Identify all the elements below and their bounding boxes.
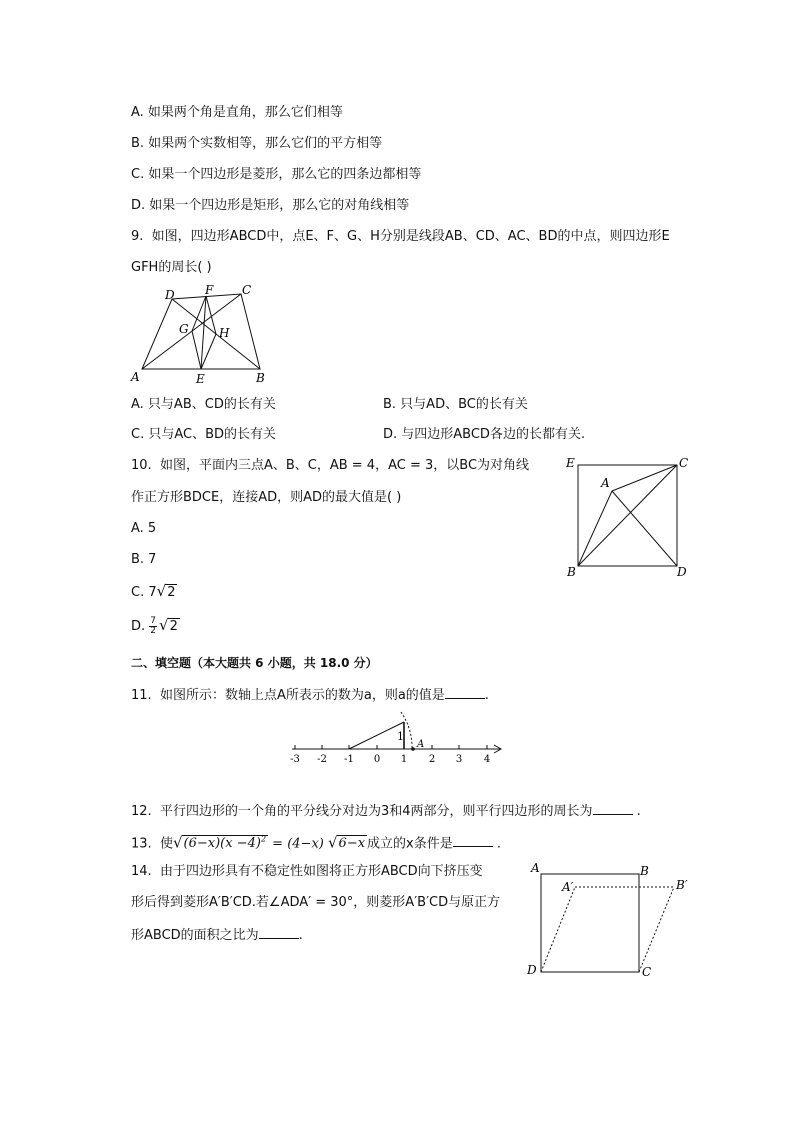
q9-label-a: A <box>131 370 140 384</box>
q11-stem-text: 如图所示：数轴上点A所表示的数为a，则a的值是 <box>159 688 445 703</box>
q13-stem: 13. 使$√(6-x)(x -4)^2 = (4-x)$ √6−x 成立的x条件是 . <box>131 833 502 852</box>
q11-answer-blank[interactable] <box>445 685 485 699</box>
q11-tick-label: -1 <box>344 754 354 765</box>
q10-label-c: C <box>679 456 689 470</box>
q9-label-e: E <box>196 372 205 386</box>
q11-tick-label: 4 <box>483 754 491 765</box>
q10-option-c-label: C. 7 <box>131 585 157 600</box>
q12-end: . <box>636 804 641 819</box>
q9-option-d: D. 与四边形ABCD各边的长都有关. <box>383 427 586 442</box>
q9-stem-text: 如图，四边形ABCD中，点E、F、G、H分别是线段AB、CD、AC、BD的中点，则四边形E <box>151 229 670 244</box>
q8-option-b: B. 如果两个实数相等，那么它们的平方相等 <box>131 136 383 151</box>
q14-label-b-prime: B′ <box>676 878 688 892</box>
q9-label-c: C <box>242 283 252 297</box>
q10-option-c: C. 7√2 <box>131 582 176 600</box>
q13-pre: 使 <box>159 836 173 852</box>
q10-option-a: A. 5 <box>131 521 157 536</box>
q11-label-one: 1 <box>397 730 404 743</box>
q13-number: 13. <box>131 836 152 852</box>
q14-label-c: C <box>642 965 652 979</box>
q10-number: 10. <box>131 458 152 473</box>
q9-stem-line1 <box>131 228 670 246</box>
q14-answer-blank[interactable] <box>259 925 299 939</box>
q10-stem-text: 如图，平面内三点A、B、C，AB = 4，AC = 3，以BC为对角线 <box>159 458 530 473</box>
q14-line1-text: 由于四边形具有不稳定性如图将正方形ABCD向下挤压变 <box>159 864 483 879</box>
q10-option-d: D. $\frac{7}{2}$ √2 <box>131 616 178 636</box>
q12-number: 12. <box>131 804 152 819</box>
q10-label-b: B <box>567 565 576 579</box>
q8-option-c: C. 如果一个四边形是菱形，那么它的四条边都相等 <box>131 167 422 182</box>
q9-label-f: F <box>205 283 214 297</box>
q11-stem <box>131 685 489 705</box>
q9-option-c: C. 只与AC、BD的长有关 <box>131 427 277 442</box>
q14-end: . <box>298 928 303 943</box>
q9-figure <box>128 282 273 388</box>
q14-line3-text: 形ABCD的面积之比为 <box>131 928 259 943</box>
q14-label-b: B <box>640 864 649 878</box>
q10-label-d: D <box>677 565 687 579</box>
q11-label-a: A <box>417 739 425 750</box>
q11-number: 11. <box>131 688 152 703</box>
q8-option-a: A. 如果两个角是直角，那么它们相等 <box>131 105 343 120</box>
q12-stem <box>131 801 641 821</box>
q10-option-d-radicand: 2 <box>169 619 178 634</box>
q14-figure <box>524 860 696 984</box>
q9-label-h: H <box>219 326 230 340</box>
q13-radicand-2: 6−x <box>338 836 366 852</box>
q10-option-c-radicand: 2 <box>167 585 176 600</box>
q9-number: 9. <box>131 229 144 244</box>
q13-mid: = (4−x) <box>268 836 328 852</box>
q12-answer-blank[interactable] <box>593 801 633 815</box>
q8-option-d: D. 如果一个四边形是矩形，那么它的对角线相等 <box>131 198 410 213</box>
q11-tick-label: 3 <box>455 754 463 765</box>
q11-tick-label: -2 <box>317 754 327 765</box>
q9-stem-line2: GFH的周长( ) <box>131 260 212 275</box>
q10-option-b: B. 7 <box>131 552 157 567</box>
q9-label-d: D <box>165 288 175 302</box>
q10-option-d-fraction: $\frac{7}{2}$ <box>150 616 157 636</box>
q14-line3 <box>131 925 303 945</box>
q11-tick-label: -3 <box>290 754 300 765</box>
q11-end: . <box>484 688 489 703</box>
q13-radicand-1: $(6-x)(x -4)^2$ <box>183 835 267 852</box>
q10-figure <box>562 455 698 580</box>
q14-number: 14. <box>131 864 152 879</box>
q10-stem-line1 <box>131 457 529 475</box>
q11-number-line <box>284 708 509 768</box>
q14-label-a-prime: A′ <box>562 880 574 894</box>
q14-label-d: D <box>527 963 537 977</box>
q10-option-d-label: D. <box>131 619 146 634</box>
q10-label-a: A <box>601 476 610 490</box>
q9-label-b: B <box>256 371 265 385</box>
q13-post: 成立的x条件是 <box>367 836 453 852</box>
section-title: 二、填空题（本大题共 6 小题，共 18.0 分） <box>131 656 378 670</box>
q9-label-g: G <box>179 322 189 336</box>
q11-point-a <box>411 747 415 751</box>
q9-option-a: A. 只与AB、CD的长有关 <box>131 397 276 412</box>
q11-tick-label: 2 <box>428 754 436 765</box>
q9-option-b: B. 只与AD、BC的长有关 <box>383 397 528 412</box>
q11-tick-label: 1 <box>400 754 408 765</box>
q10-stem-line2: 作正方形BDCE，连接AD，则AD的最大值是( ) <box>131 490 402 505</box>
q13-answer-blank[interactable] <box>453 833 493 847</box>
q14-line2: 形后得到菱形A′B′CD.若∠ADA′ = 30°，则菱形A′B′CD与原正方 <box>131 895 501 910</box>
q11-tick-label: 0 <box>373 754 381 765</box>
q14-label-a: A <box>531 861 540 875</box>
q10-label-e: E <box>566 456 575 470</box>
q12-stem-text: 平行四边形的一个角的平分线分对边为3和4两部分，则平行四边形的周长为 <box>159 804 593 819</box>
q13-end: . <box>496 836 502 852</box>
q14-line1 <box>131 863 483 881</box>
